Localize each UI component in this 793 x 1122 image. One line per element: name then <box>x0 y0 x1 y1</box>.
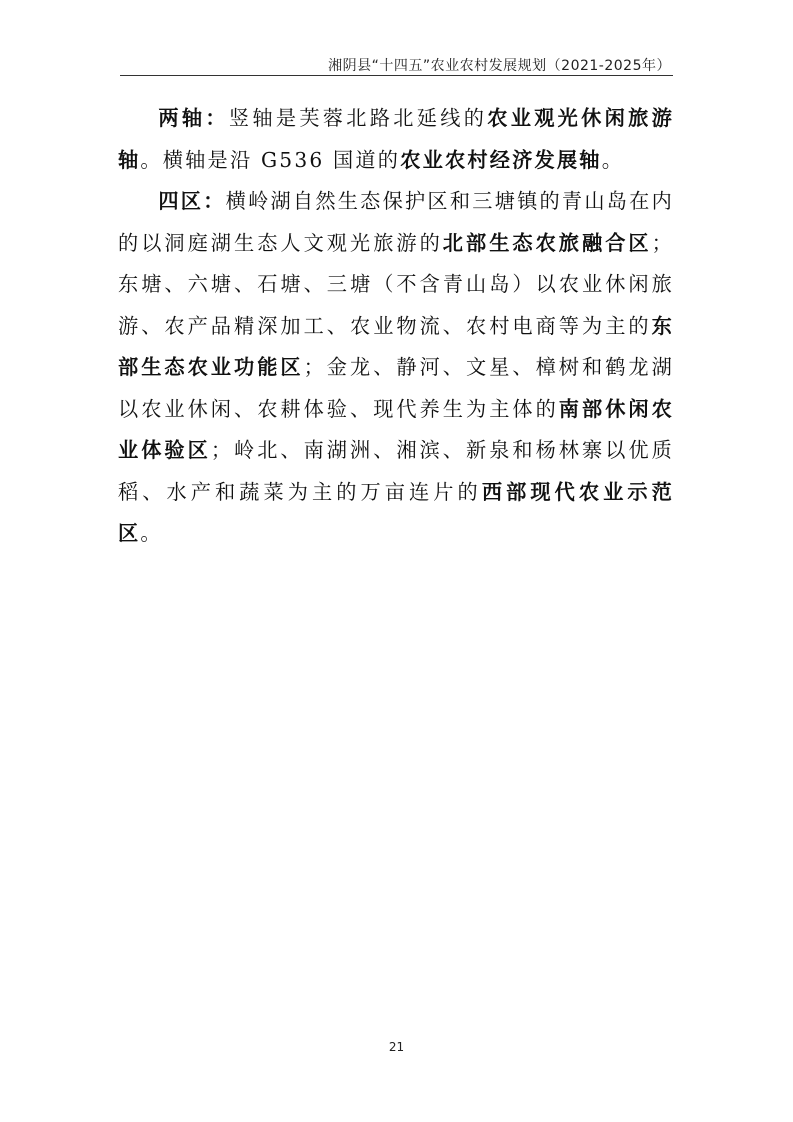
text-run: 横岭湖自然生态保护区和三塘镇的青山岛在内的以洞庭湖生态人文观光旅游的 <box>118 189 674 255</box>
highlight-zone-west: 西部现代农业示范区 <box>118 479 674 545</box>
document-body <box>118 98 674 555</box>
highlight-axis-economy: 农业农村经济发展轴 <box>400 147 602 172</box>
highlight-axis-tourism: 农业观光休闲旅游轴 <box>118 106 675 172</box>
page-number: 21 <box>388 1040 405 1054</box>
paragraph-two-axes <box>118 98 674 181</box>
paragraph-four-zones <box>118 181 674 555</box>
text-run: ；岭北、南湖洲、湘滨、新泉和杨林寨以优质稻、水产和蔬菜为主的万亩连片的 <box>118 438 674 504</box>
highlight-zone-east: 东部生态农业功能区 <box>118 313 674 379</box>
section-lead-four-zones: 四区： <box>158 189 226 213</box>
running-header: 湘阴县“十四五”农业农村发展规划（2021-2025年） <box>328 58 671 74</box>
text-run: 。横轴是沿 G536 国道的 <box>140 147 401 172</box>
text-run: 。 <box>601 147 625 172</box>
section-lead-two-axes: 两轴： <box>158 106 229 130</box>
text-run: ；金龙、静河、文星、樟树和鹤龙湖以农业休闲、农耕体验、现代养生为主体的 <box>118 355 674 421</box>
highlight-zone-north: 北部生态农旅融合区 <box>442 230 652 255</box>
text-run: 。 <box>140 521 163 545</box>
text-run: ；东塘、六塘、石塘、三塘（不含青山岛）以农业休闲旅游、农产品精深加工、农业物流、农村电商等为主的 <box>118 230 674 338</box>
text-run: 竖轴是芙蓉北路北延线的 <box>228 106 488 130</box>
highlight-zone-south: 南部休闲农业体验区 <box>118 396 674 462</box>
header-divider <box>120 75 673 76</box>
